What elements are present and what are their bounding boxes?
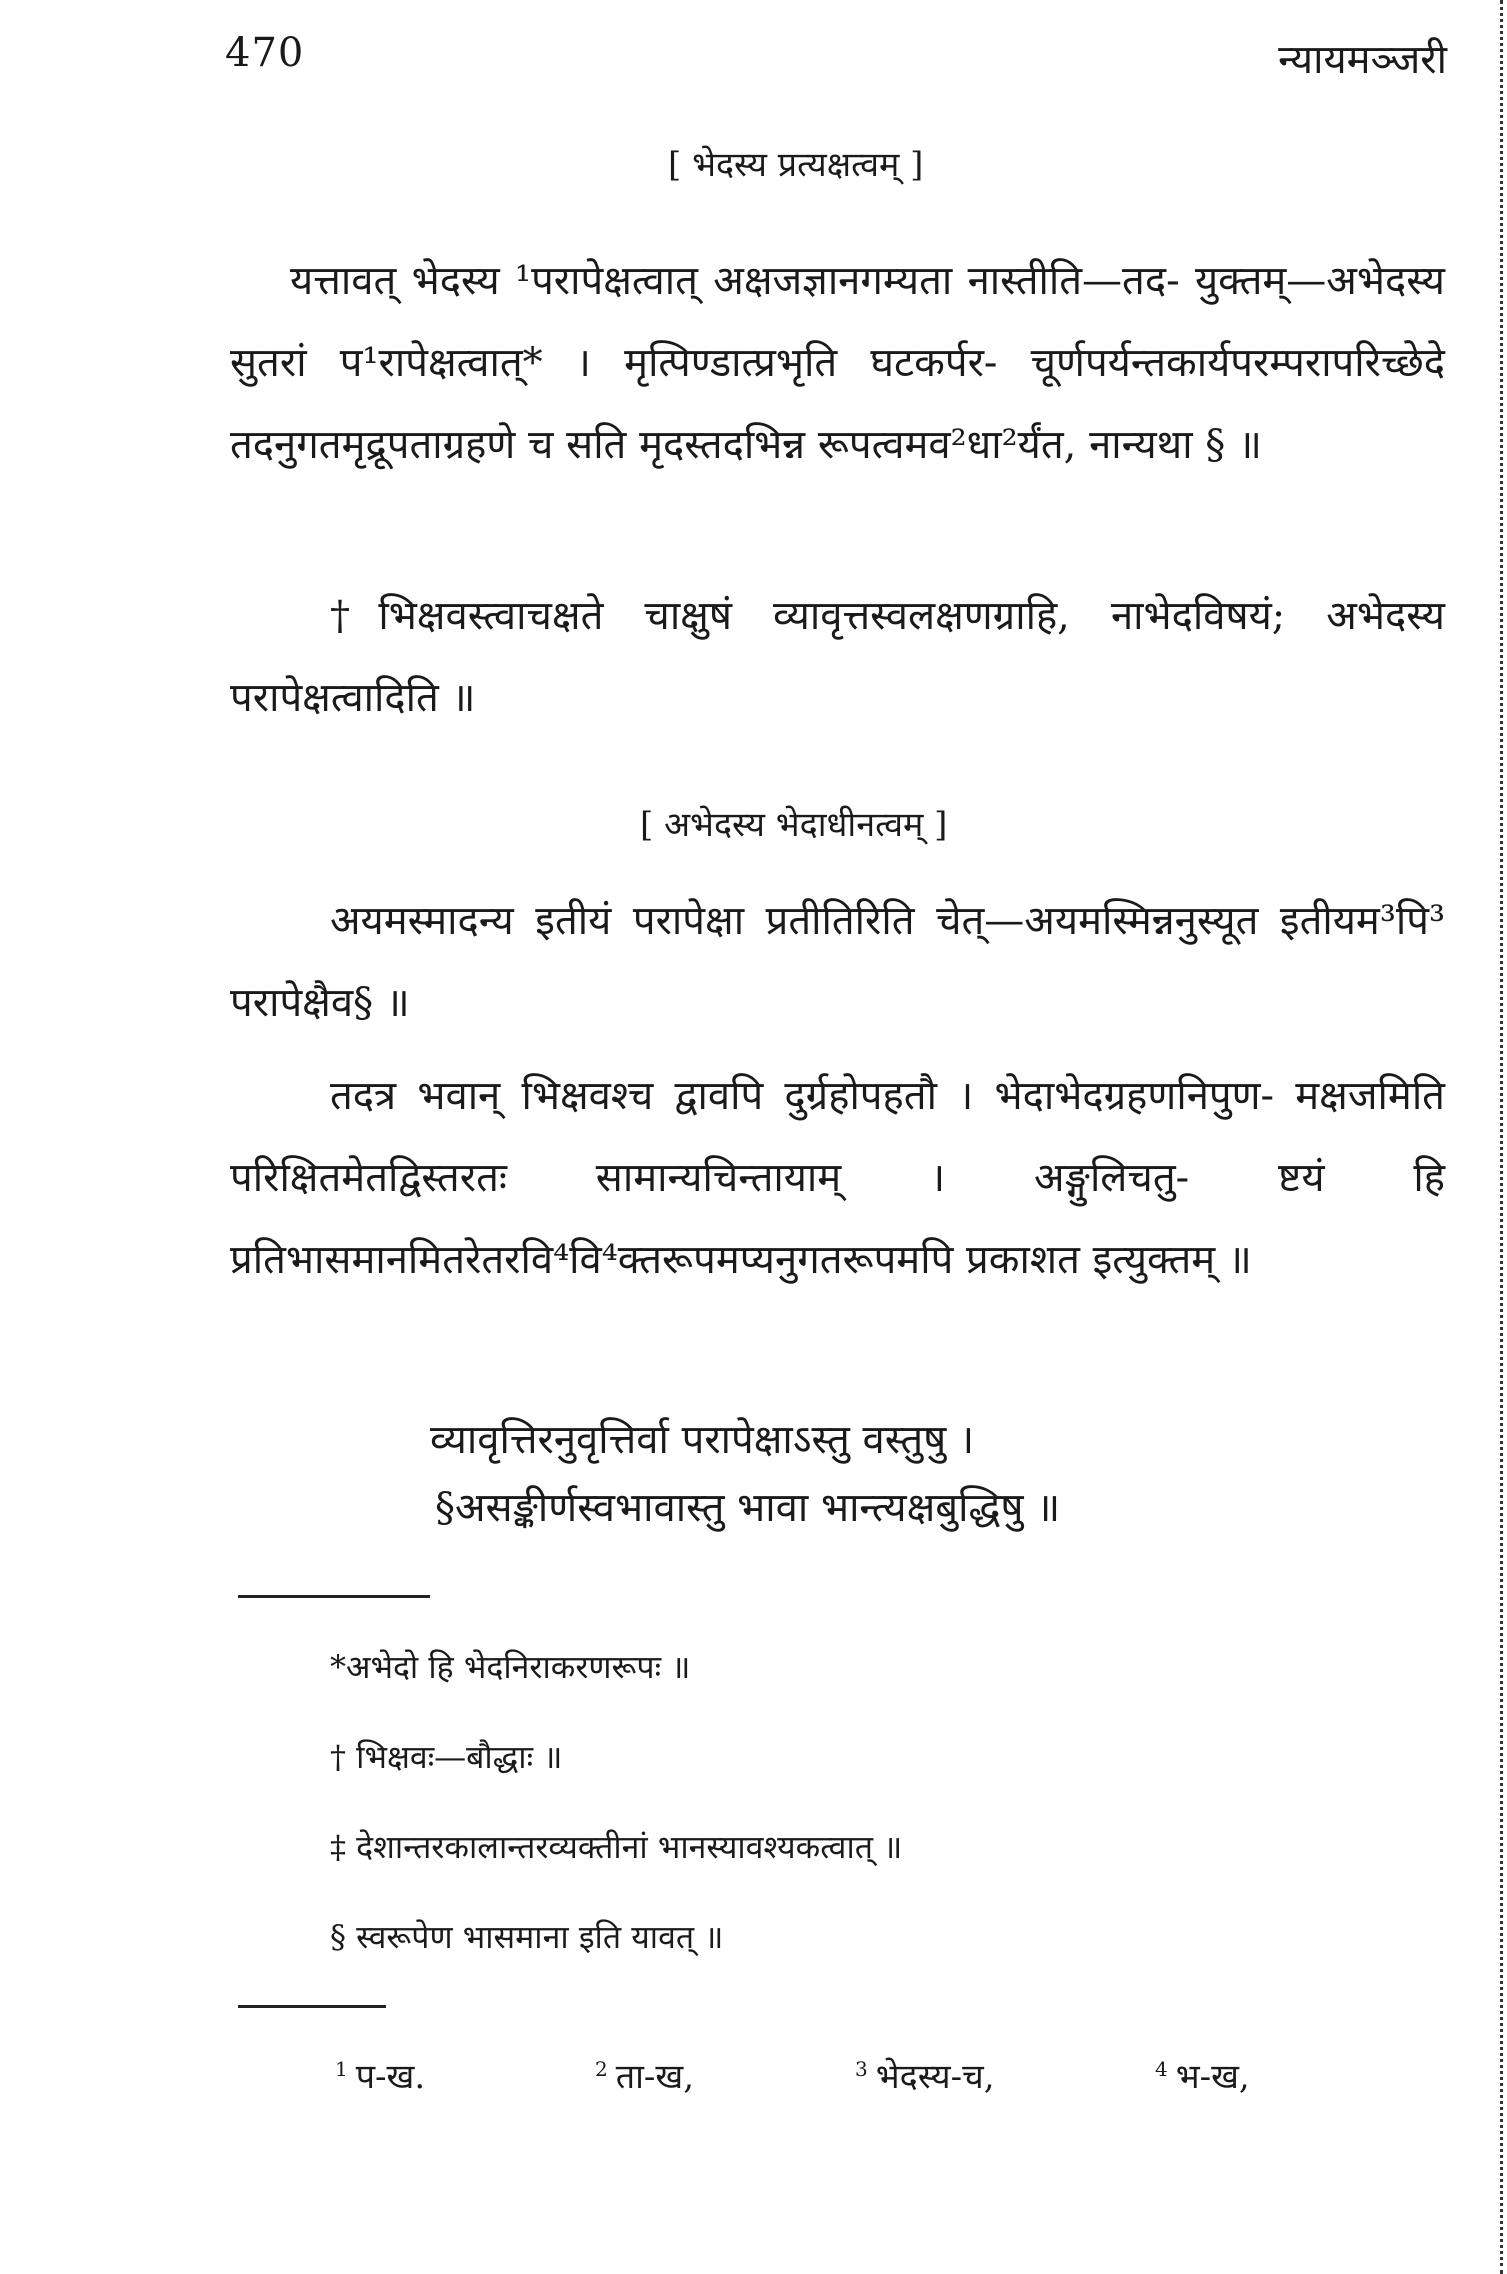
variant-number: 4 [1155, 2056, 1168, 2081]
paragraph: यत्तावत् भेदस्य ¹परापेक्षत्वात् अक्षजज्ञानगम्यता नास्तीति—तद- युक्तम्—अभेदस्य सुतरां प¹रापेक्षत्वात्* । मृत्पिण्डात्प्रभृति घटकर्पर- चूर्णपर्यन्तकार्यपरम्परापरिच्छेदे तदनुगतमृद्रूपताग्रहणे च सति मृदस्तदभिन्न रूपत्वमव²धा²र्यंत, नान्यथा § ॥ [230, 258, 1445, 468]
footnote: † भिक्षवः—बौद्धाः ॥ [330, 1738, 563, 1776]
variant-text: भ-ख, [1175, 2057, 1250, 2097]
verse-line: §असङ्कीर्णस्वभावास्तु भावा भान्त्यक्षबुद्धिषु ॥ [435, 1485, 1061, 1531]
footnote: *अभेदो हि भेदनिराकरणरूपः ॥ [330, 1648, 691, 1686]
paragraph: †भिक्षवस्त्वाचक्षते चाक्षुषं व्यावृत्तस्वलक्षणग्राहि, नाभेदविषयं; अभेदस्य परापेक्षत्वादिति ॥ [230, 593, 1445, 721]
paragraph: तदत्र भवान् भिक्षवश्च द्वावपि दुर्ग्रहोपहतौ । भेदाभेदग्रहणनिपुण- मक्षजमिति परिक्षितमेतद्विस्तरतः सामान्यचिन्तायाम् । अङ्गुलिचतु- ष्टयं हि प्रतिभासमानमितरेतरवि⁴वि⁴क्तरूपमप्यनुगतरूपमपि प्रकाशत इत्युक्तम् ॥ [230, 1073, 1445, 1283]
section-heading: [ अभेदस्य भेदाधीनत्वम् ] [640, 805, 948, 845]
footnote-divider [238, 1595, 430, 1598]
paragraph: अयमस्मादन्य इतीयं परापेक्षा प्रतीतिरिति चेत्—अयमस्मिन्ननुस्यूत इतीयम³पि³ परापेक्षैव§ ॥ [230, 898, 1445, 1026]
footnote: ‡ देशान्तरकालान्तरव्यक्तीनां भानस्यावश्यकत्वात् ॥ [330, 1828, 903, 1866]
verse-line: व्यावृत्तिरनुवृत्तिर्वा परापेक्षाऽस्तु वस्तुषु । [430, 1417, 975, 1463]
variant-text: भेदस्य-च, [875, 2057, 995, 2097]
section-heading: [ भेदस्य प्रत्यक्षत्वम् ] [668, 145, 924, 185]
variant-number: 2 [595, 2056, 608, 2081]
variant-number: 1 [335, 2056, 348, 2081]
variant-note [595, 2052, 694, 2098]
running-title: न्यायमञ्जरी [1278, 37, 1447, 83]
variant-text: ता-ख, [615, 2057, 695, 2097]
variant-note [335, 2052, 425, 2098]
footnote: § स्वरूपेण भासमाना इति यावत् ॥ [330, 1918, 724, 1956]
variant-number: 3 [855, 2056, 868, 2081]
page-number: 470 [225, 30, 305, 76]
variant-note [855, 2052, 995, 2098]
variant-note [1155, 2052, 1250, 2098]
variant-divider [238, 2005, 386, 2008]
variant-text: प-ख. [355, 2057, 426, 2097]
page-edge [1497, 0, 1503, 2274]
